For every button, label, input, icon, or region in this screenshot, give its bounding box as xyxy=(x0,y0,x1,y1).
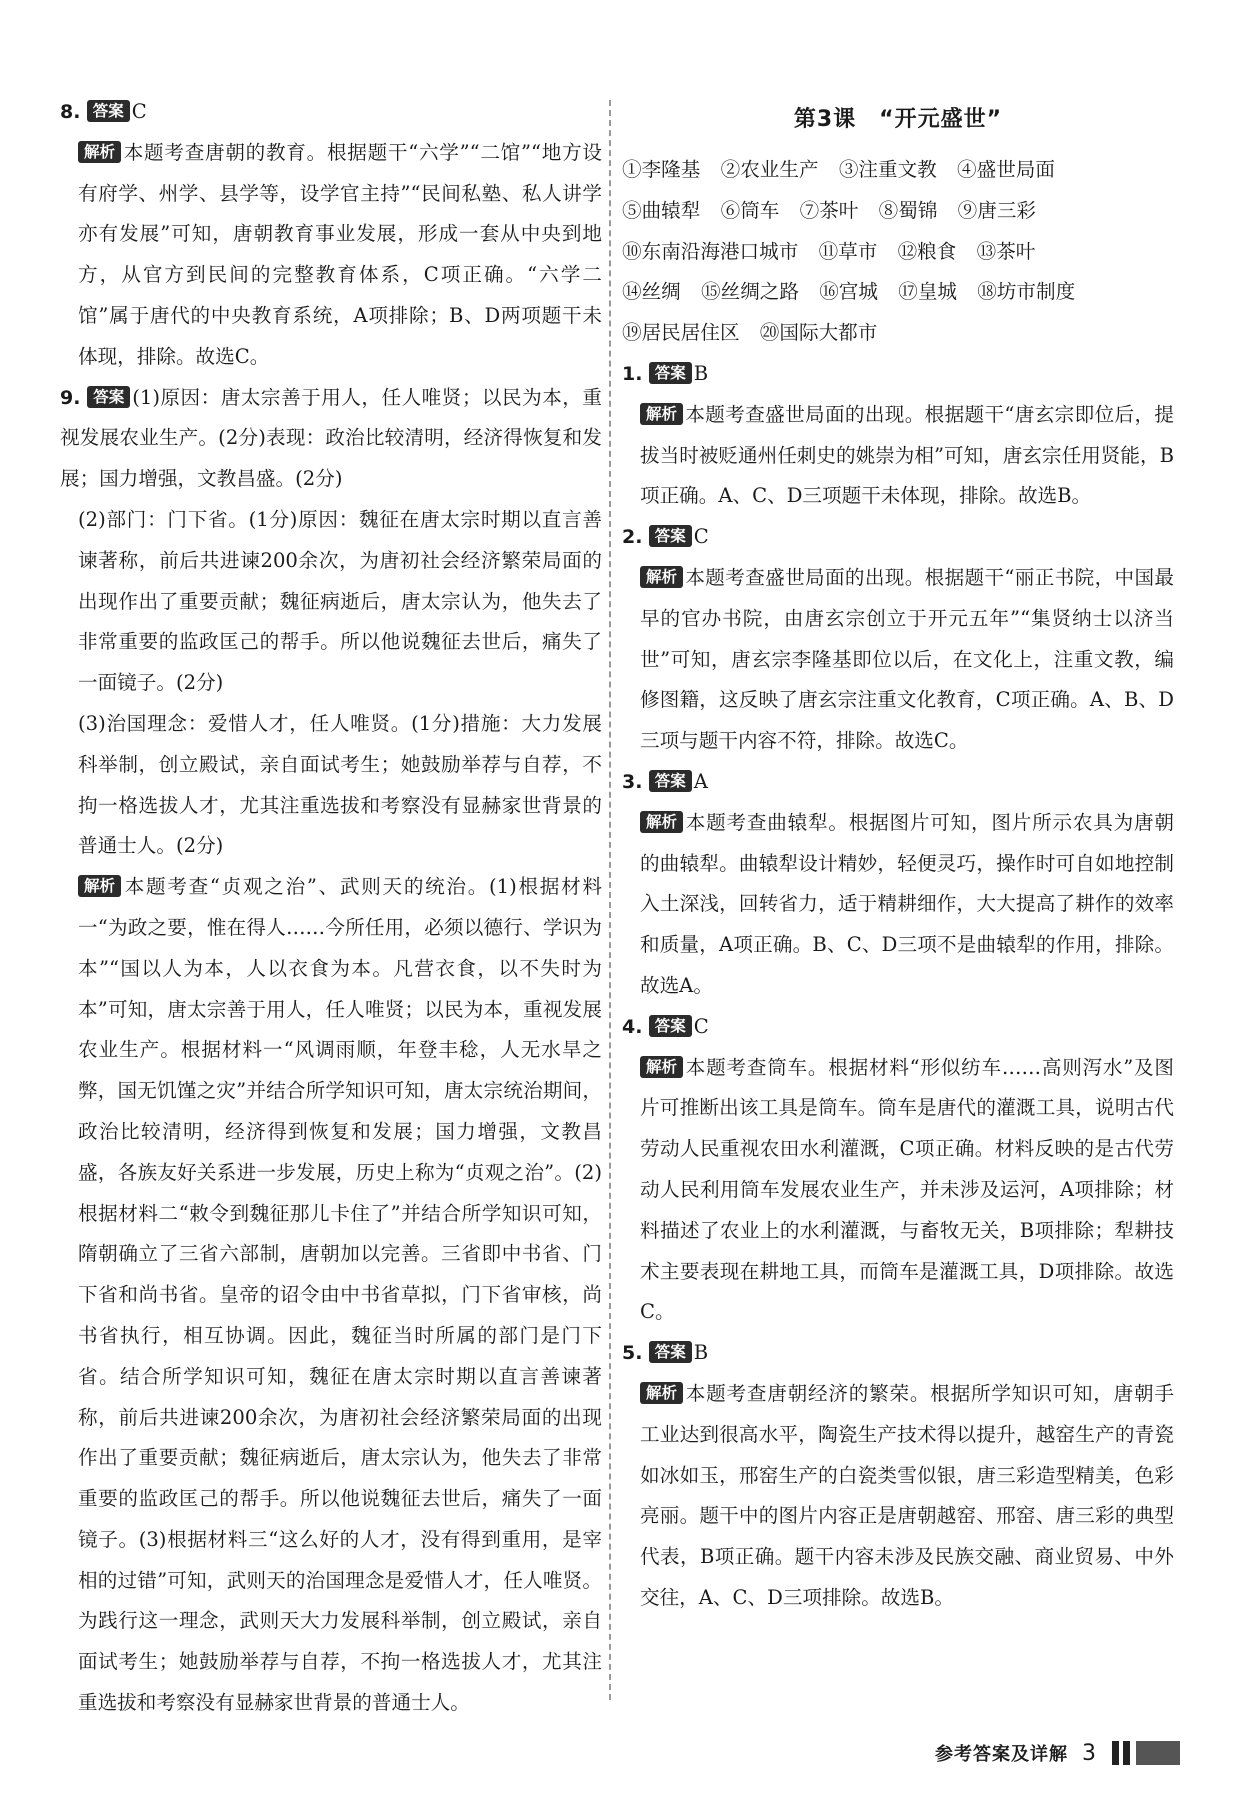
answer-tag: 答案 xyxy=(649,1015,692,1037)
analysis-tag: 解析 xyxy=(640,1056,683,1078)
q2-number: 2. xyxy=(622,526,643,549)
lesson-title: 第3课 “开元盛世” xyxy=(793,107,1003,132)
key-points-row-5 xyxy=(622,313,1174,354)
analysis-tag: 解析 xyxy=(78,141,121,163)
analysis-tag: 解析 xyxy=(640,1382,683,1404)
q9-analysis-text: 本题考查“贞观之治”、武则天的统治。(1)根据材料一“为政之要，惟在得人……今所任用，必须以德行、学识为本”“国以人为本，人以衣食为本。凡营衣食，以不失时为本”可知，唐太宗善于用人，任人唯贤；以民为本，重视发展农业生产。根据材料一“风调雨顺，年登丰稔，人无水旱之弊，国无饥馑之灾”并结合所学知识可知，唐太宗统治期间，政治比较清明，经济得到恢复和发展；国力增强，文教昌盛，各族友好关系进一步发展，历史上称为“贞观之治”。(2)根据材料二“敕令到魏征那儿卡住了”并结合所学知识可知，隋朝确立了三省六部制，唐朝加以完善。三省即中书省、门下省和尚书省。皇帝的诏令由中书省草拟，门下省审核，尚书省执行，相互协调。因此，魏征当时所属的部门是门下省。结合所学知识可知，魏征在唐太宗时期以直言善谏著称，前后共进谏200余次，为唐初社会经济繁荣局面的出现作出了重要贡献；魏征病逝后，唐太宗认为，他失去了非常重要的监政匡己的帮手。所以他说魏征去世后，痛失了一面镜子。(3)根据材料三“这么好的人才，没有得到重用，是宰相的过错”可知，武则天的治国理念是爱惜人才，任人唯贤。为践行这一理念，武则天大力发展科举制，创立殿试，亲自面试考生；她鼓励举荐与自荐，不拘一格选拔人才，尤其注重选拔和考察没有显赫家世背景的普通士人。 xyxy=(78,875,602,1715)
q3-answer xyxy=(622,762,1174,803)
q3-analysis-text: 本题考查曲辕犁。根据图片可知，图片所示农具为唐朝的曲辕犁。曲辕犁设计精妙，轻便灵巧，操作时可自如地控制入土深浅，回转省力，适于精耕细作，大大提高了耕作的效率和质量，A项正确。B、C、D三项不是曲辕犁的作用，排除。故选A。 xyxy=(640,810,1174,997)
key-point: ①李隆基 xyxy=(622,158,701,181)
key-point: ④盛世局面 xyxy=(957,158,1055,181)
answer-tag: 答案 xyxy=(649,525,692,547)
analysis-tag: 解析 xyxy=(78,875,121,897)
q2-analysis-text: 本题考查盛世局面的出现。根据题干“丽正书院，中国最早的官办书院，由唐玄宗创立于开元五年”“集贤纳士以济当世”可知，唐玄宗李隆基即位以后，在文化上，注重文教，编修图籍，这反映了唐玄宗注重文化教育，C项正确。A、B、D三项与题干内容不符，排除。故选C。 xyxy=(640,565,1174,753)
left-column xyxy=(60,92,602,1724)
q2-answer xyxy=(622,517,1174,558)
page-footer xyxy=(935,1740,1180,1766)
q8-number: 8. xyxy=(60,101,81,123)
analysis-tag: 解析 xyxy=(640,403,683,425)
answer-tag: 答案 xyxy=(649,770,692,792)
analysis-tag: 解析 xyxy=(640,566,683,588)
key-point: ③注重文教 xyxy=(838,158,937,181)
q8-analysis xyxy=(60,133,602,378)
key-point: ⑭丝绸 xyxy=(622,280,681,304)
q5-answer-value: B xyxy=(693,1341,709,1365)
q3-analysis xyxy=(622,803,1174,1007)
q1-answer-value: B xyxy=(693,361,709,385)
answer-tag: 答案 xyxy=(87,100,130,122)
key-points xyxy=(622,150,1174,354)
key-point: ⑰皇城 xyxy=(898,280,958,304)
key-point: ⑩东南沿海港口城市 xyxy=(622,239,799,263)
key-point: ⑳国际大都市 xyxy=(759,321,878,345)
q8-analysis-text: 本题考查唐朝的教育。根据题干“六学”“二馆”“地方设有府学、州学、县学等，设学官主持”“民间私塾、私人讲学亦有发展”可知，唐朝教育事业发展，形成一套从中央到地方，从官方到民间的完整教育体系，C项正确。“六学二馆”属于唐代的中央教育系统，A项排除；B、D两项题干未体现，排除。故选C。 xyxy=(78,140,602,368)
key-point: ②农业生产 xyxy=(720,158,819,181)
q3-answer-value: A xyxy=(693,769,708,793)
key-point: ⑬茶叶 xyxy=(976,239,1036,263)
key-point: ⑯宫城 xyxy=(819,280,878,304)
q1-answer xyxy=(622,354,1174,395)
q5-analysis xyxy=(622,1374,1174,1619)
q5-number: 5. xyxy=(622,1342,643,1365)
q9-answer-part2: (2)部门：门下省。(1分)原因：魏征在唐太宗时期以直言善谏著称，前后共进谏200余次，为唐初社会经济繁荣局面的出现作出了重要贡献；魏征病逝后，唐太宗认为，他失去了非常重要的监政匡己的帮手。所以他说魏征去世后，痛失了一面镜子。(2分) xyxy=(78,507,602,695)
q4-answer-value: C xyxy=(693,1014,709,1038)
key-point: ⑮丝绸之路 xyxy=(701,280,799,304)
q1-number: 1. xyxy=(622,362,643,385)
q8-answer-value: C xyxy=(131,100,147,123)
key-point: ⑨唐三彩 xyxy=(957,198,1037,222)
key-points-row-4 xyxy=(622,272,1174,313)
q9-answer-part3: (3)治国理念：爱惜人才，任人唯贤。(1分)措施：大力发展科举制，创立殿试，亲自面试考生；她鼓励举荐与自荐，不拘一格选拔人才，尤其注重选拔和考察没有显赫家世背景的普通士人。(2分) xyxy=(78,711,602,858)
analysis-tag: 解析 xyxy=(640,811,683,833)
q9-answer xyxy=(60,378,602,500)
q1-analysis xyxy=(622,395,1174,517)
answer-tag: 答案 xyxy=(649,362,692,384)
right-column xyxy=(622,92,1174,1619)
answer-tag: 答案 xyxy=(649,1341,692,1363)
q4-analysis xyxy=(622,1048,1174,1334)
key-points-row-1 xyxy=(622,150,1174,191)
key-point: ⑲居民居住区 xyxy=(622,321,740,345)
key-point: ⑫粮食 xyxy=(897,239,957,263)
q8-answer xyxy=(60,92,602,133)
key-point: ⑱坊市制度 xyxy=(977,280,1076,304)
q3-number: 3. xyxy=(622,770,643,793)
q5-answer xyxy=(622,1333,1174,1374)
key-point: ⑥筒车 xyxy=(720,198,780,222)
key-point: ⑤曲辕犁 xyxy=(622,198,701,222)
q9-analysis xyxy=(60,867,602,1724)
q5-analysis-text: 本题考查唐朝经济的繁荣。根据所学知识可知，唐朝手工业达到很高水平，陶瓷生产技术得以提升，越窑生产的青瓷如冰如玉，邢窑生产的白瓷类雪似银，唐三彩造型精美，色彩亮丽。题干中的图片内容正是唐朝越窑、邢窑、唐三彩的典型代表，B项正确。题干内容未涉及民族交融、商业贸易、中外交往，A、C、D三项排除。故选B。 xyxy=(640,1381,1174,1609)
key-points-row-2 xyxy=(622,191,1174,232)
q9-answer-part1: (1)原因：唐太宗善于用人，任人唯贤；以民为本，重视发展农业生产。(2分)表现：政治比较清明，经济得恢复和发展；国力增强，文教昌盛。(2分) xyxy=(60,385,602,491)
q1-analysis-text: 本题考查盛世局面的出现。根据题干“唐玄宗即位后，提拔当时被贬通州任刺史的姚崇为相”可知，唐玄宗任用贤能，B项正确。A、C、D三项题干未体现，排除。故选B。 xyxy=(640,402,1174,508)
q2-answer-value: C xyxy=(693,525,709,549)
column-divider xyxy=(609,100,611,1700)
key-points-row-3 xyxy=(622,232,1174,273)
footer-label: 参考答案及详解 xyxy=(935,1744,1068,1765)
key-point: ⑪草市 xyxy=(818,239,878,263)
q2-analysis xyxy=(622,558,1174,762)
q4-analysis-text: 本题考查筒车。根据材料“形似纺车……高则泻水”及图片可推断出该工具是筒车。筒车是唐代的灌溉工具，说明古代劳动人民重视农田水利灌溉，C项正确。材料反映的是古代劳动人民利用筒车发展农业生产，并未涉及运河，A项排除；材料描述了农业上的水利灌溉，与畜牧无关，B项排除；犁耕技术主要表现在耕地工具，而筒车是灌溉工具，D项排除。故选C。 xyxy=(640,1055,1174,1324)
key-point: ⑧蜀锦 xyxy=(878,198,938,222)
q9-number: 9. xyxy=(60,386,81,409)
footer-bars-icon xyxy=(1112,1741,1180,1765)
q4-number: 4. xyxy=(622,1015,643,1038)
q4-answer xyxy=(622,1007,1174,1048)
key-point: ⑦茶叶 xyxy=(799,198,859,222)
answer-tag: 答案 xyxy=(87,386,130,408)
page-number: 3 xyxy=(1082,1740,1096,1766)
